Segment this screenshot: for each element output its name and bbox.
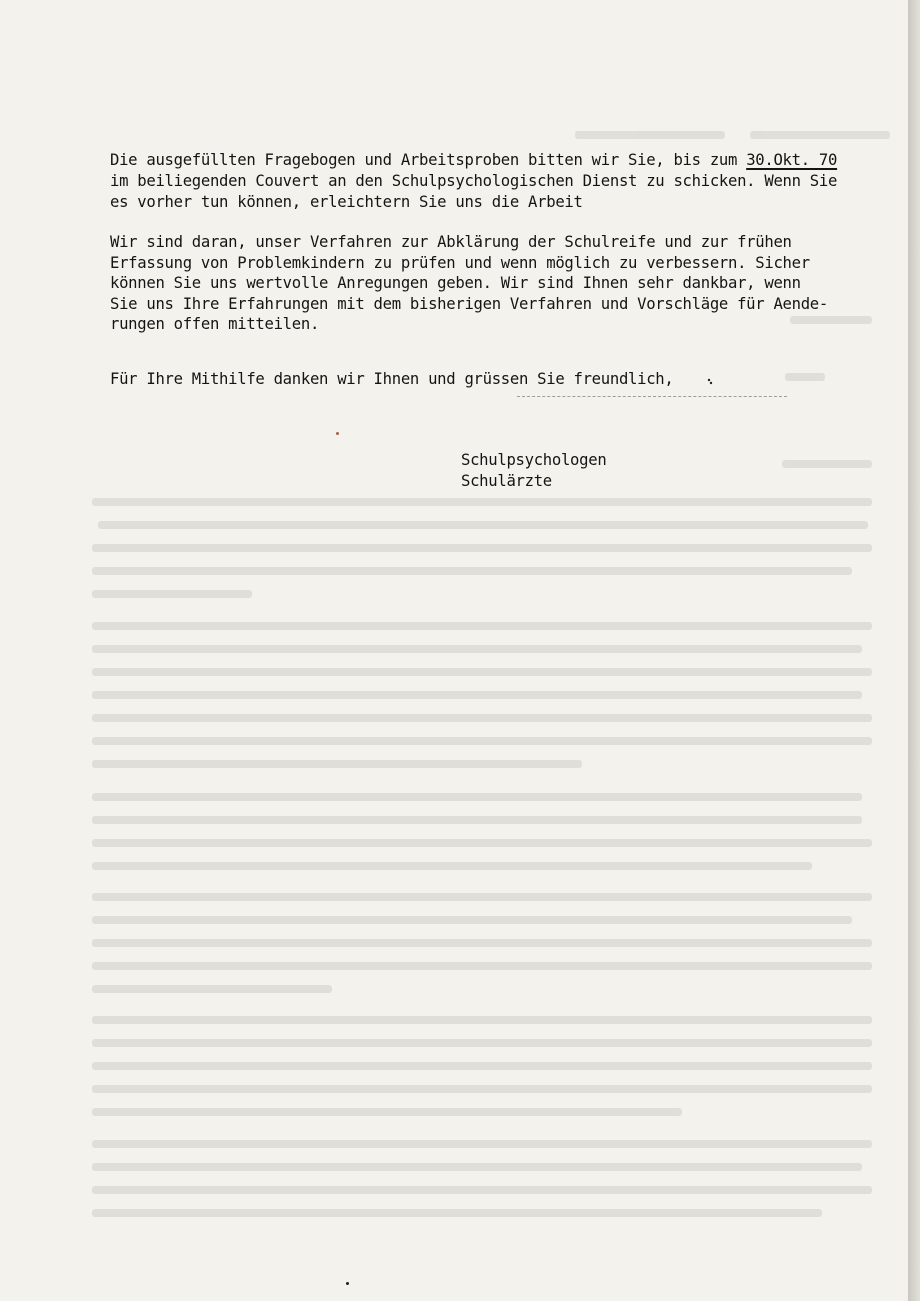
feedback-line-3: können Sie uns wertvolle Anregungen geben. Wir sind Ihnen sehr dankbar, wenn <box>110 274 801 292</box>
page-edge <box>908 0 920 1301</box>
closing-line: Für Ihre Mithilfe danken wir Ihnen und grüssen Sie freundlich, <box>110 370 674 388</box>
signer-school-psychologists: Schulpsychologen <box>461 451 607 469</box>
feedback-line-2: Erfassung von Problemkindern zu prüfen und wenn möglich zu verbessern. Sicher <box>110 253 810 272</box>
ink-speck <box>336 432 339 435</box>
signers-block <box>461 450 606 491</box>
return-instructions-line-2: im beiliegenden Couvert an den Schulpsychologischen Dienst zu schicken. Wenn Sie <box>110 172 838 190</box>
return-instructions-line-1: Die ausgefüllten Fragebogen und Arbeitsproben bitten wir Sie, bis zum <box>110 151 747 169</box>
deadline-date: 30.Okt. 70 <box>746 151 838 169</box>
signer-school-doctors: Schulärzte <box>461 471 552 490</box>
feedback-line-5: rungen offen mitteilen. <box>110 315 320 333</box>
feedback-line-4: Sie uns Ihre Erfahrungen mit dem bisherigen Verfahren und Vorschläge für Aende- <box>110 294 828 313</box>
signature-line <box>517 396 787 397</box>
feedback-request-paragraph <box>110 232 828 335</box>
ink-speck <box>346 1282 349 1285</box>
feedback-line-1: Wir sind daran, unser Verfahren zur Abklärung der Schulreife und zur frühen <box>110 233 792 251</box>
return-instructions-line-3: es vorher tun können, erleichtern Sie uns die Arbeit <box>110 193 583 211</box>
signature-mark <box>682 372 726 386</box>
return-instructions-paragraph <box>110 150 837 213</box>
